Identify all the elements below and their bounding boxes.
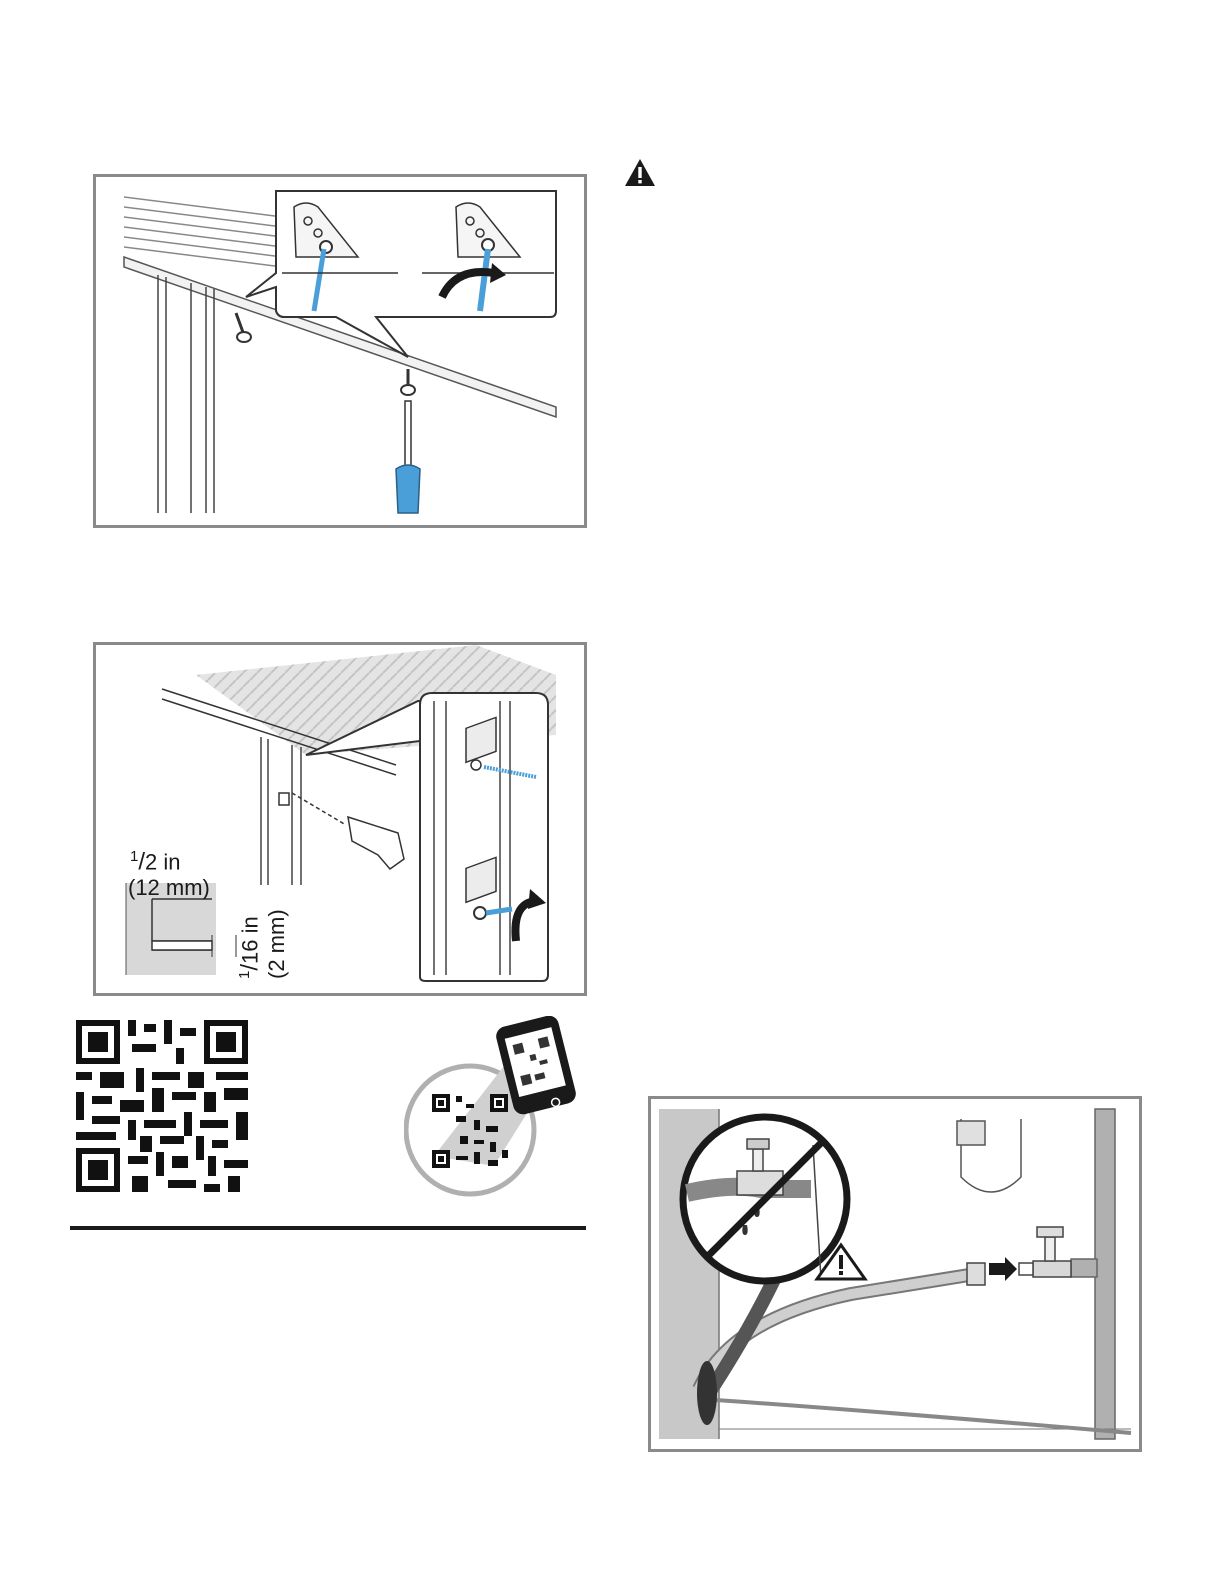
- screwdriver-icon: [396, 401, 420, 513]
- hole-size-label: $^1$/2 in: [130, 848, 181, 876]
- phone-scan-icon: [404, 1016, 584, 1198]
- figure-screw-top-bracket: [93, 174, 587, 528]
- drill-icon: [292, 793, 404, 869]
- prohibited-icon: [683, 1117, 847, 1281]
- figure-drill-side-bracket: [93, 642, 587, 996]
- warning-triangle-icon: [624, 158, 656, 188]
- connect-arrow-icon: [989, 1257, 1017, 1281]
- screw-icon: [236, 313, 251, 342]
- hole-size-mm-label: (12 mm): [128, 875, 210, 900]
- figure-water-connection: [648, 1096, 1142, 1452]
- qr-code: [76, 1020, 248, 1192]
- screw-icon: [401, 369, 415, 395]
- depth-label: $^1$/16 in: [236, 916, 264, 979]
- valve-icon: [1019, 1227, 1071, 1277]
- section-divider: [70, 1226, 586, 1230]
- depth-mm-label: (2 mm): [264, 909, 289, 979]
